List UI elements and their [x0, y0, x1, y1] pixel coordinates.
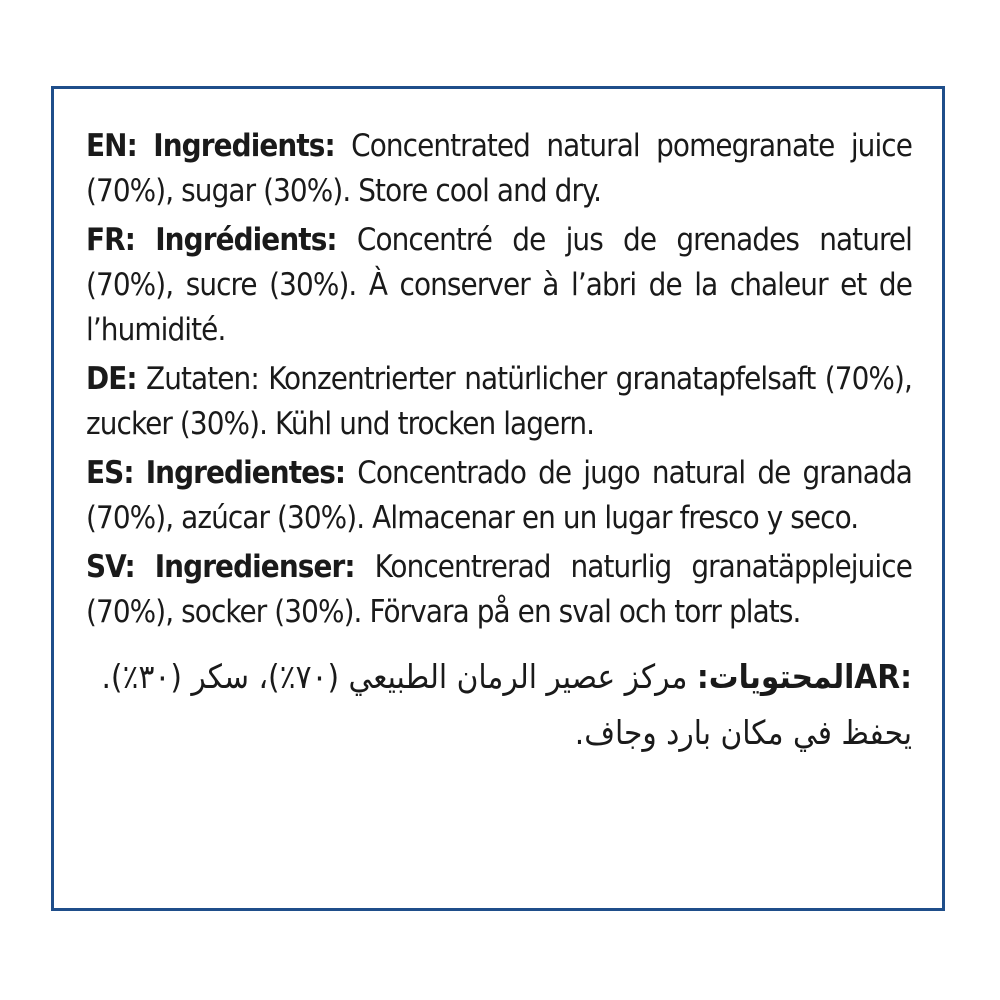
ingredients-label: [86, 124, 912, 765]
ingredients-text-fr: Concentré de jus de grenades naturel (70%), sucre (30%). À conserver à l’abri de la chaleur et de l’humidité.: [86, 222, 912, 348]
language-code-es: ES:: [86, 455, 134, 491]
ingredients-heading-de: Zutaten:: [146, 361, 259, 397]
ingredients-text-es: Concentrado de jugo natural de granada (70%), azúcar (30%). Almacenar en un lugar fresco y seco.: [86, 455, 912, 536]
ingredients-block-fr: [86, 218, 912, 353]
ingredients-heading-sv: Ingredienser:: [154, 549, 355, 585]
ingredients-text-ar: مركز عصير الرمان الطبيعي (٧٠٪)، سكر (٣٠٪). يحفظ في مكان بارد وجاف.: [101, 657, 912, 752]
ingredients-text-sv: Koncentrerad naturlig granatäpplejuice (70%), socker (30%). Förvara på en sval och torr plats.: [86, 549, 912, 630]
ingredients-heading-en: Ingredients:: [153, 128, 335, 164]
ingredients-block-es: [86, 451, 912, 541]
language-code-fr: FR:: [86, 222, 135, 258]
language-code-en: EN:: [86, 128, 137, 164]
ingredients-heading-es: Ingredientes:: [145, 455, 346, 491]
ingredients-text-de: Konzentrierter natürlicher granatapfelsaft (70%), zucker (30%). Kühl und trocken lagern.: [86, 361, 912, 442]
ingredients-block-de: [86, 357, 912, 447]
ingredients-block-en: [86, 124, 912, 214]
ingredients-text-en: Concentrated natural pomegranate juice (70%), sugar (30%). Store cool and dry.: [86, 128, 912, 209]
language-code-de: DE:: [86, 361, 137, 397]
ingredients-block-sv: [86, 545, 912, 635]
language-code-sv: SV:: [86, 549, 135, 585]
ingredients-block-ar: [86, 649, 912, 761]
language-code-ar: AR:: [854, 657, 912, 696]
ingredients-heading-fr: Ingrédients:: [155, 222, 337, 258]
ingredients-heading-ar: المحتويات:: [696, 657, 855, 696]
